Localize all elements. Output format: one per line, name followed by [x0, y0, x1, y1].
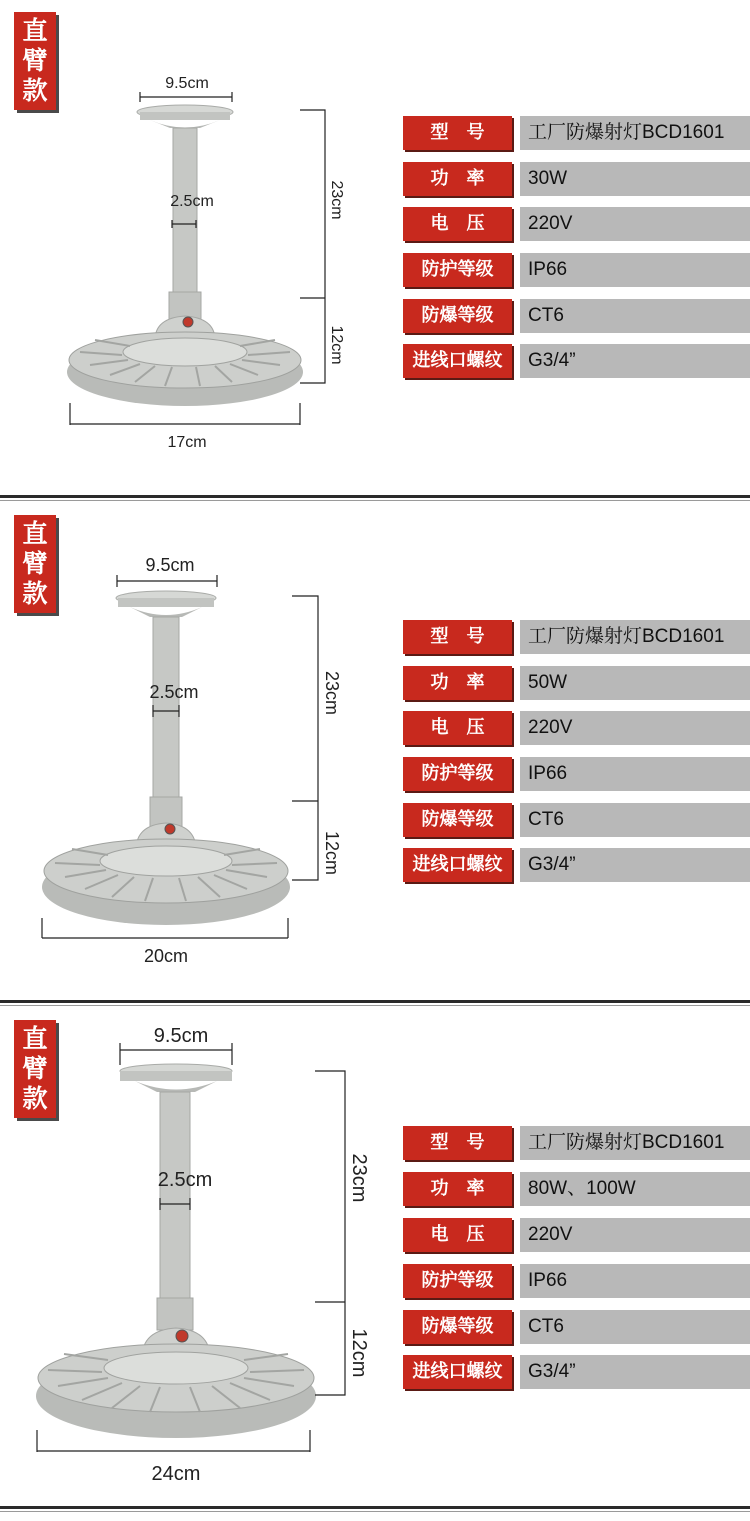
spec-value: G3/4” [520, 344, 750, 378]
spec-value: G3/4” [520, 1355, 750, 1389]
dim-top-width: 9.5cm [153, 1025, 209, 1047]
spec-value: CT6 [520, 1310, 750, 1344]
dim-height-upper: 23cm [322, 670, 342, 716]
section-divider [0, 1000, 750, 1003]
spec-label: 功 率 [403, 1172, 512, 1206]
dim-height-lower: 12cm [328, 325, 345, 365]
dim-pole-width: 2.5cm [149, 682, 199, 702]
spec-value: IP66 [520, 253, 750, 287]
spec-label: 功 率 [403, 162, 512, 196]
spec-label: 防爆等级 [403, 803, 512, 837]
spec-label: 防护等级 [403, 757, 512, 791]
spec-label: 型 号 [403, 116, 512, 150]
spec-value: 220V [520, 711, 750, 745]
badge-char: 臂 [22, 549, 48, 578]
spec-label: 防爆等级 [403, 1310, 512, 1344]
dim-pole-width: 2.5cm [157, 1169, 213, 1191]
spec-label: 防爆等级 [403, 299, 512, 333]
product-section-2 [0, 505, 750, 1000]
dim-top-width: 9.5cm [145, 555, 195, 575]
spec-value: 50W [520, 666, 750, 700]
spec-value: 工厂防爆射灯BCD1601 [520, 620, 750, 654]
spec-value: 工厂防爆射灯BCD1601 [520, 1126, 750, 1160]
spec-label: 进线口螺纹 [403, 848, 512, 882]
dim-base-width: 24cm [151, 1463, 201, 1485]
spec-label: 电 压 [403, 207, 512, 241]
spec-value: 30W [520, 162, 750, 196]
spec-value: 220V [520, 207, 750, 241]
badge-char: 直 [22, 519, 48, 548]
spec-label: 型 号 [403, 1126, 512, 1160]
dim-height-upper: 23cm [348, 1153, 370, 1203]
spec-value: 220V [520, 1218, 750, 1252]
dim-base-width: 17cm [167, 434, 207, 451]
spec-label: 防护等级 [403, 253, 512, 287]
dim-height-lower: 12cm [322, 830, 342, 876]
spec-label: 防护等级 [403, 1264, 512, 1298]
dim-height-upper: 23cm [328, 180, 345, 220]
badge-char: 直 [22, 1024, 48, 1053]
lamp-icon [42, 591, 290, 925]
badge-char: 款 [22, 76, 48, 105]
dim-height-lower: 12cm [348, 1328, 370, 1378]
product-section-3 [0, 1010, 750, 1510]
dim-base-width: 20cm [143, 946, 189, 966]
badge-char: 款 [22, 1084, 48, 1113]
lamp-icon [67, 105, 303, 406]
section-divider [0, 1506, 750, 1509]
spec-value: G3/4” [520, 848, 750, 882]
section-divider [0, 495, 750, 498]
spec-label: 进线口螺纹 [403, 1355, 512, 1389]
spec-label: 型 号 [403, 620, 512, 654]
badge-char: 臂 [22, 1054, 48, 1083]
lamp-dimension-drawing [0, 505, 380, 980]
spec-value: IP66 [520, 757, 750, 791]
dim-top-width: 9.5cm [165, 75, 209, 92]
badge-char: 款 [22, 579, 48, 608]
lamp-dimension-drawing [0, 0, 380, 470]
spec-value: CT6 [520, 299, 750, 333]
product-section-1 [0, 0, 750, 495]
dim-pole-width: 2.5cm [170, 193, 214, 210]
spec-value: 80W、100W [520, 1172, 750, 1206]
badge-char: 直 [22, 16, 48, 45]
lamp-dimension-drawing [0, 1010, 385, 1500]
lamp-icon [36, 1064, 316, 1438]
spec-label: 电 压 [403, 1218, 512, 1252]
spec-label: 电 压 [403, 711, 512, 745]
spec-label: 功 率 [403, 666, 512, 700]
spec-value: 工厂防爆射灯BCD1601 [520, 116, 750, 150]
badge-char: 臂 [22, 46, 48, 75]
spec-label: 进线口螺纹 [403, 344, 512, 378]
spec-value: IP66 [520, 1264, 750, 1298]
spec-value: CT6 [520, 803, 750, 837]
